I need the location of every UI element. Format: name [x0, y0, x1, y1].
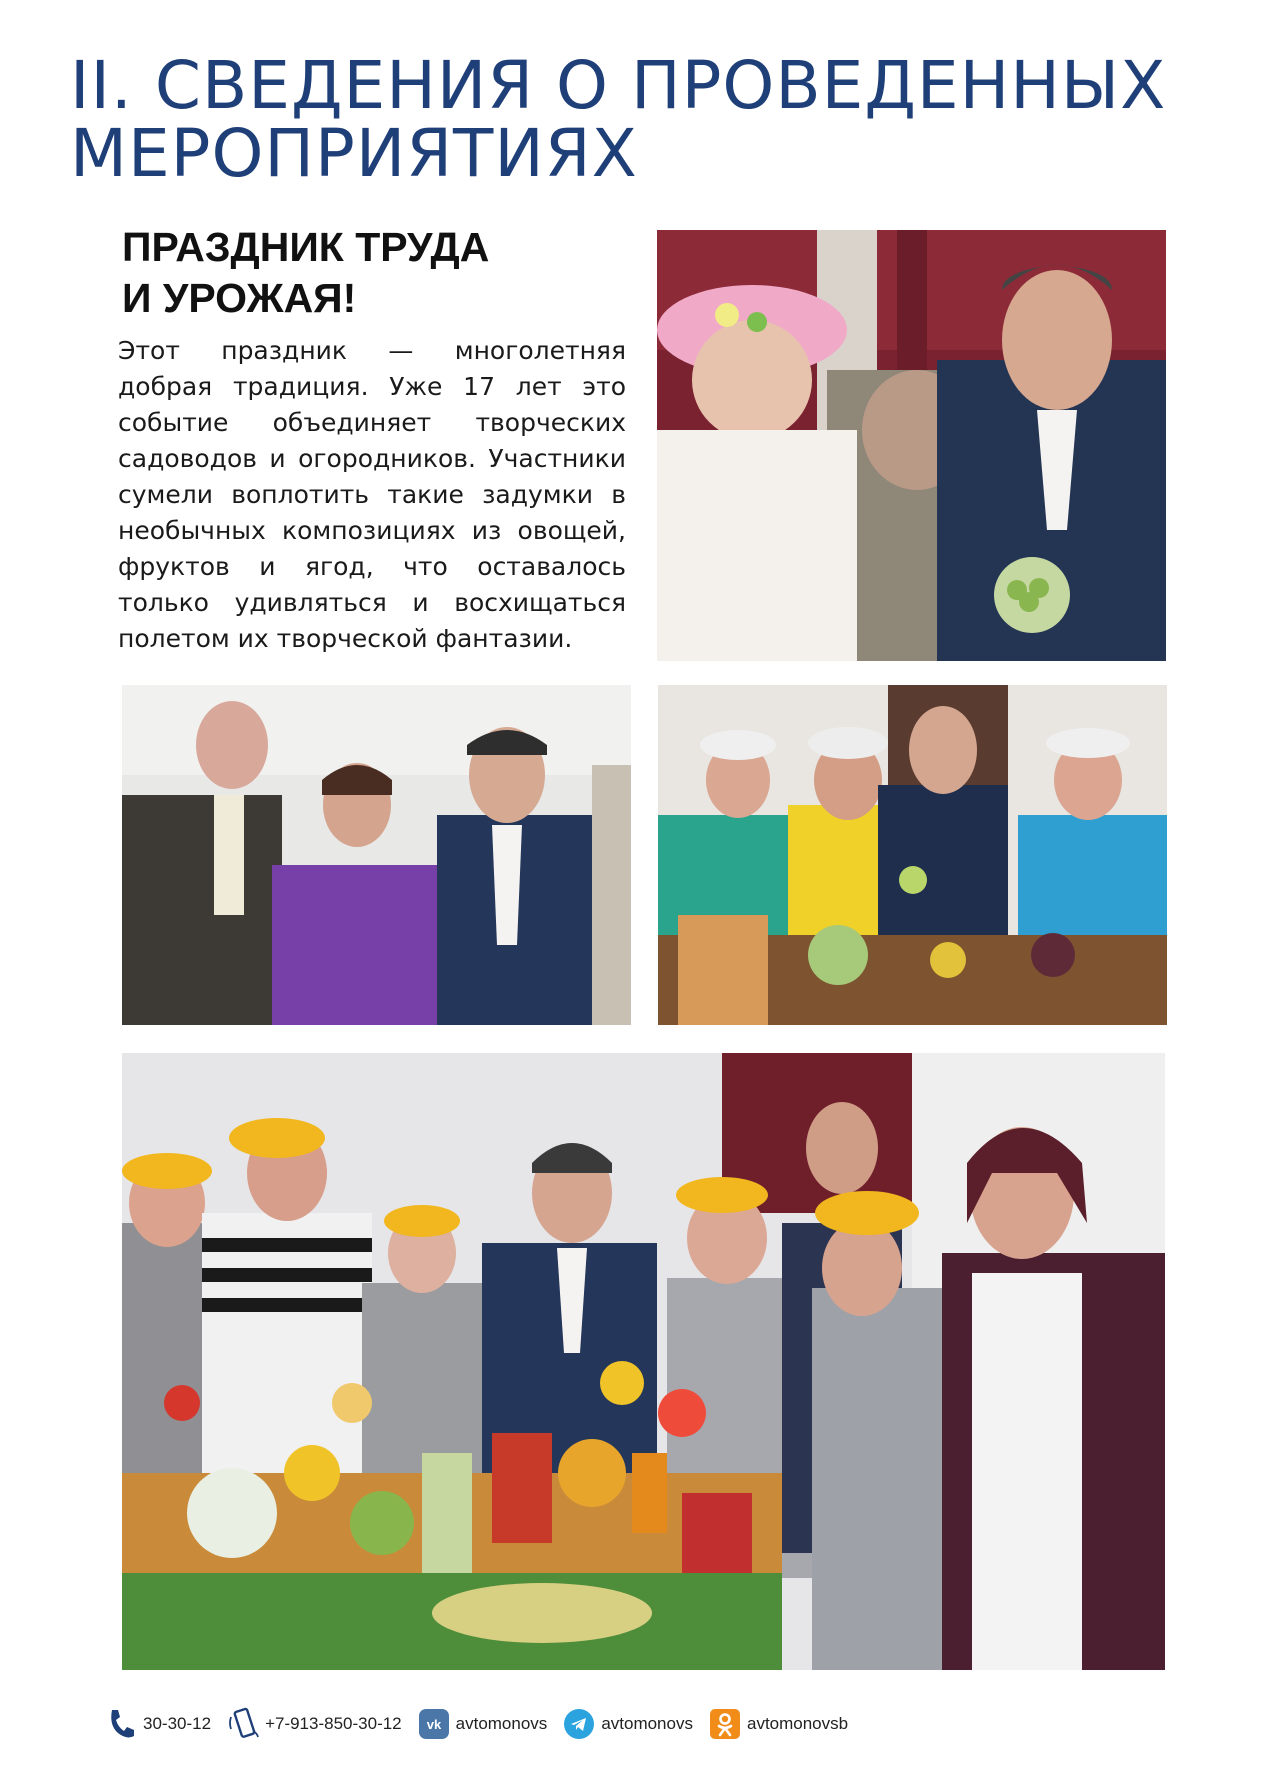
event-photo-2: [122, 685, 631, 1025]
telegram-icon: [563, 1707, 595, 1741]
ok-text: avtomonovsb: [746, 1714, 849, 1733]
svg-text:vk: vk: [426, 1717, 441, 1732]
vk-icon: [418, 1707, 450, 1741]
phone-text: 30-30-12: [143, 1714, 212, 1733]
footer-phone[interactable]: [105, 1707, 211, 1741]
article-body: Этот праздник — многолетняя добрая традиция. Уже 17 лет это событие объединяет творческих садоводов и огородников. Участники сумели воплотить такие задумки в необычных композициях из овощей, фруктов и ягод, что оставалось только удивляться и восхищаться полетом их творческой фантазии.: [118, 336, 626, 653]
footer-vk[interactable]: [418, 1707, 548, 1741]
event-photo-3: [658, 685, 1167, 1025]
section-title: II. СВЕДЕНИЯ О ПРОВЕДЕННЫХ МЕРОПРИЯТИЯХ: [70, 47, 1167, 192]
phone-icon: [105, 1707, 137, 1741]
odnoklassniki-icon: [709, 1707, 741, 1741]
event-photo-1: [657, 230, 1166, 661]
vk-text: avtomonovs: [455, 1714, 548, 1733]
article-title: [122, 222, 642, 324]
footer-contacts: [105, 1704, 864, 1744]
mobile-text: +7-913-850-30-12: [265, 1714, 402, 1733]
footer-mobile[interactable]: [227, 1707, 402, 1741]
telegram-text: avtomonovs: [601, 1714, 693, 1733]
article-title-line-1: ПРАЗДНИК ТРУДА: [122, 224, 490, 270]
footer-telegram[interactable]: [563, 1707, 693, 1741]
footer-ok[interactable]: [709, 1707, 848, 1741]
event-photo-4: [122, 1053, 1165, 1670]
mobile-phone-icon: [227, 1707, 259, 1741]
article-title-line-2: И УРОЖАЯ!: [122, 275, 357, 321]
